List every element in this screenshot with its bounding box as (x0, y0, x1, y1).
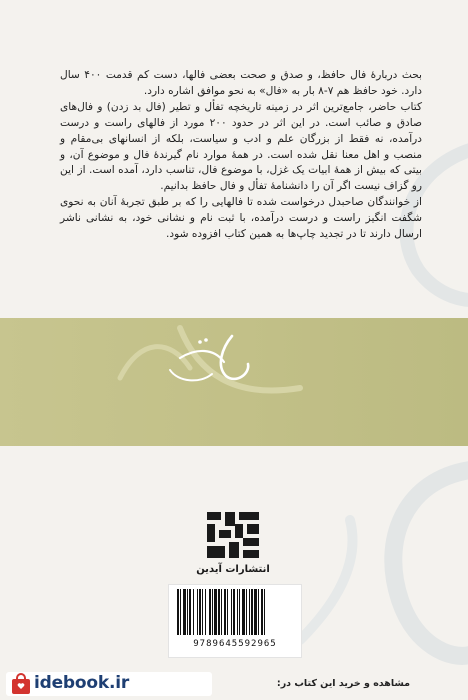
site-caption: مشاهده و خرید این کتاب در: (276, 678, 410, 689)
publisher-name: انتشارات آیدین (196, 564, 270, 575)
publisher-logo (203, 510, 263, 562)
barcode-icon (175, 589, 295, 639)
isbn-number: 9789645592965 (193, 639, 277, 649)
paragraph-3: از خوانندگان صاحبدل درخواست شده تا فالهایی را که بر طبق تجربهٔ آنان به نحوی شگفت انگیز راست و درست درآمده، با ثبت نام و نشانی خود، به نشانی ناشر ارسال دارند تا در تجدید چاپ‌ها به همین کتاب افزوده شود. (60, 196, 422, 241)
site-name: idebook.ir (34, 673, 130, 693)
description-text (60, 68, 422, 243)
shopping-bag-icon (10, 673, 32, 695)
paragraph-1: بحث دربارهٔ فال حافظ، و صدق و صحت بعضی فالها، دست کم قدمت ۴۰۰ سال دارد. خود حافظ هم ۷-۸ بار به «فال» به نحو موافق اشاره دارد. (60, 69, 423, 97)
calligraphy-strokes-icon (0, 318, 468, 446)
site-watermark-badge[interactable] (6, 672, 212, 696)
title-band (0, 318, 468, 446)
paragraph-2: کتاب حاضر، جامع‌ترین اثر در زمینه تاریخچه تفأل و تطیر (فال بد زدن) و فال‌های صادق و صائب است. در این اثر در حدود ۲۰۰ مورد از فالهای راست و درست درآمده، نه فقط از بزرگان علم و ادب و سیاست، بلکه از انسانهای بی‌مقام و منصب و اهل معنا نقل شده است. در همهٔ موارد نام گیرندهٔ فال و موضوع آن، و بیتی که بیش از همهٔ ابیات یک غزل، با موضوع فال، تناسب دارد، آمده است. از این رو گزاف نیست اگر آن را دانشنامهٔ تفأل و فال حافظ بدانیم. (60, 100, 422, 193)
isbn-barcode (168, 584, 302, 658)
